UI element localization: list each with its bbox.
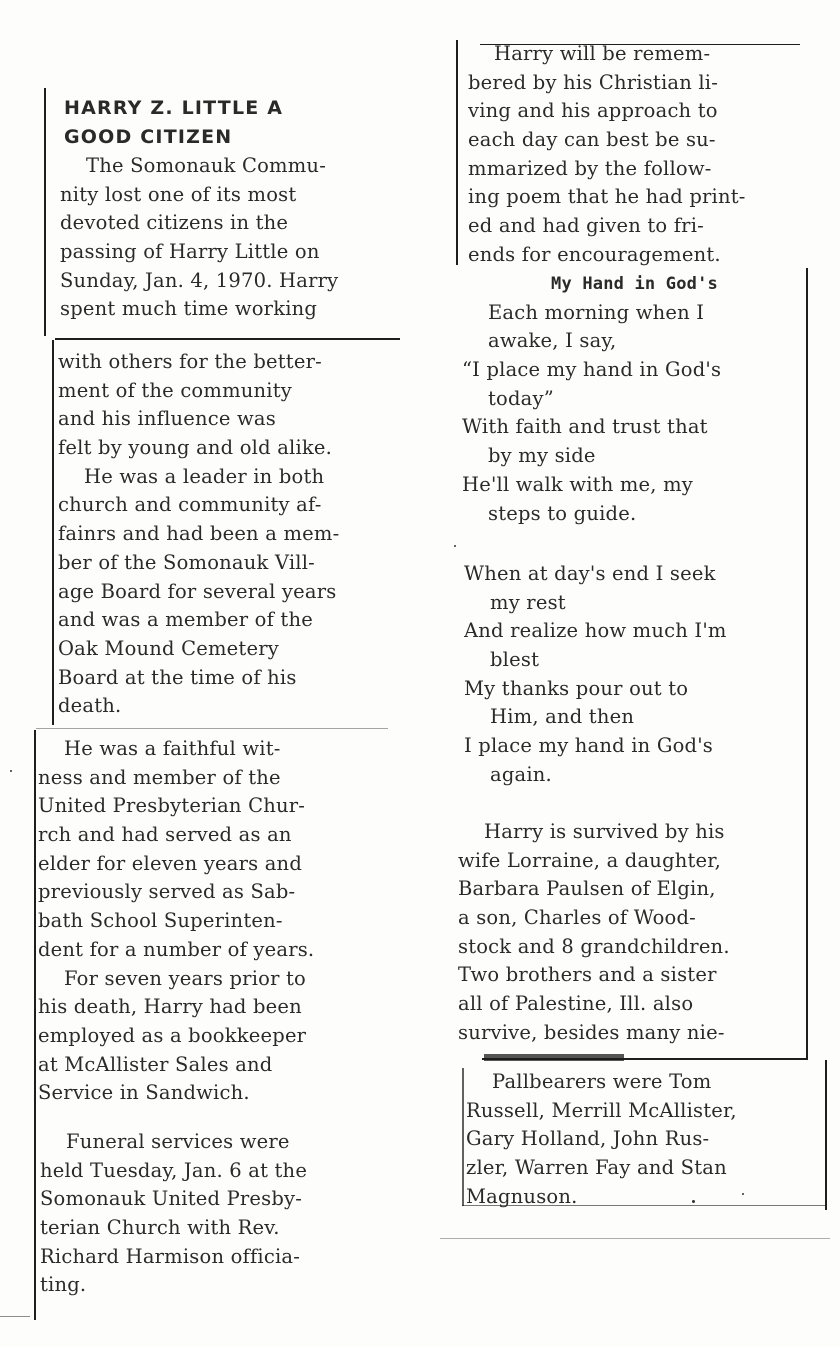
poem-line: When at day's end I seek [464, 562, 716, 585]
text-line: elder for eleven years and [38, 851, 303, 875]
text-line: ends for encouragement. [468, 242, 721, 266]
left-column-block-community [58, 348, 403, 721]
text-line: survive, besides many nie- [458, 1020, 725, 1044]
text-line: ving and his approach to [468, 99, 718, 123]
clip-edge-far-right [825, 1060, 827, 1210]
text-line: a son, Charles of Wood- [458, 906, 696, 930]
text-line: Harry is survived by his [484, 820, 725, 843]
headline-line: HARRY Z. LITTLE A [64, 97, 284, 119]
text-line: mmarized by the follow- [468, 156, 712, 180]
poem-line: my rest [490, 590, 566, 614]
text-line: wife Lorraine, a daughter, [458, 848, 722, 872]
text-line: Service in Sandwich. [38, 1081, 250, 1105]
text-line: at McAllister Sales and [38, 1052, 273, 1076]
text-line: terian Church with Rev. [40, 1216, 280, 1240]
text-line: age Board for several years [58, 579, 337, 603]
text-line: ting. [40, 1273, 87, 1297]
text-line: church and community af- [58, 493, 322, 517]
text-line: dent for a number of years. [38, 937, 315, 961]
poem [462, 270, 807, 528]
text-line: Barbara Paulsen of Elgin, [458, 877, 716, 901]
text-line: ness and member of the [38, 765, 281, 789]
poem-line: today” [488, 386, 554, 410]
text-line: United Presbyterian Chur- [38, 794, 306, 818]
text-line: fainrs and had been a mem- [58, 522, 340, 546]
text-line: felt by young and old alike. [58, 436, 333, 460]
text-line: ed and had given to fri- [468, 214, 704, 238]
left-column-block-church [38, 735, 393, 1108]
right-column-block-pallbearers [466, 1068, 811, 1211]
text-line: Somonauk United Presby- [40, 1187, 303, 1211]
clip-edge-left-bottom [34, 730, 36, 1320]
text-line: For seven years prior to [64, 966, 306, 990]
clip-edge-mid-top [55, 338, 400, 340]
poem-line: by my side [488, 444, 596, 468]
ink-speck [10, 770, 12, 772]
clip-edge-right-top [456, 40, 458, 265]
text-line: and his influence was [58, 407, 276, 431]
text-line: nity lost one of its most [60, 182, 297, 206]
text-line: zler, Warren Fay and Stan [466, 1156, 727, 1180]
text-line: Harry will be remem- [494, 42, 711, 65]
text-line: employed as a bookkeeper [38, 1023, 307, 1047]
text-line: and was a member of the [58, 608, 313, 632]
poem-stanza-two [464, 560, 809, 790]
text-line: devoted citizens in the [60, 211, 289, 235]
text-line: death. [58, 694, 122, 718]
clip-edge-mid-bottom [36, 728, 388, 729]
text-line: Two brothers and a sister [458, 963, 717, 987]
poem-line: He'll walk with me, my [462, 472, 694, 496]
poem-line: blest [490, 648, 540, 672]
ink-smudge [484, 1054, 624, 1061]
clip-edge-base-right [440, 1238, 830, 1239]
poem-line: steps to guide. [488, 501, 637, 525]
text-line: ment of the community [58, 378, 292, 402]
right-column-block-remembered [468, 40, 813, 270]
text-line: Board at the time of his [58, 665, 297, 689]
clip-edge-base-left [0, 1316, 30, 1317]
poem-line: Him, and then [490, 705, 635, 729]
text-line: Richard Harmison officia- [40, 1244, 300, 1268]
right-column-block-survivors [458, 818, 803, 1048]
poem-line: Each morning when I [488, 300, 705, 324]
text-line: Pallbearers were Tom [492, 1070, 712, 1093]
text-line: Sunday, Jan. 4, 1970. Harry [60, 268, 339, 292]
text-line: each day can best be su- [468, 128, 716, 152]
text-line: spent much time working [60, 297, 318, 321]
text-line: He was a leader in both [84, 464, 325, 488]
ink-speck [454, 545, 456, 547]
clip-edge-left-middle [52, 340, 54, 725]
poem-line: I place my hand in God's [464, 734, 713, 758]
text-line: held Tuesday, Jan. 6 at the [40, 1158, 308, 1182]
text-line: passing of Harry Little on [60, 240, 320, 264]
left-column-block-intro [60, 152, 400, 324]
poem-line: “I place my hand in God's [462, 358, 722, 382]
clip-edge-left-column2 [462, 1068, 464, 1206]
headline [64, 94, 404, 151]
text-line: all of Palestine, Ill. also [458, 992, 694, 1016]
text-line: with others for the better- [58, 350, 322, 373]
text-line: He was a faithful wit- [64, 737, 281, 760]
text-line: rch and had served as an [38, 823, 292, 847]
text-line: ing poem that he had print- [468, 185, 746, 209]
poem-line: And realize how much I'm [464, 619, 727, 643]
poem-title: My Hand in God's [551, 274, 718, 294]
text-line: his death, Harry had been [38, 995, 302, 1019]
poem-line: again. [490, 762, 552, 786]
text-line: ber of the Somonauk Vill- [58, 550, 315, 574]
text-line: bath School Superinten- [38, 909, 283, 933]
text-line: Gary Holland, John Rus- [466, 1127, 710, 1151]
headline-line: GOOD CITIZEN [64, 125, 233, 148]
clip-edge-left-top [44, 88, 46, 336]
text-line: Magnuson. [466, 1184, 578, 1208]
poem-line: awake, I say, [488, 329, 617, 353]
text-line: The Somonauk Commu- [86, 154, 326, 177]
left-column-block-funeral [40, 1128, 385, 1300]
text-line: previously served as Sab- [38, 880, 296, 904]
poem-line: With faith and trust that [462, 415, 708, 439]
text-line: Funeral services were [66, 1130, 290, 1153]
text-line: Oak Mound Cemetery [58, 636, 279, 660]
text-line: Russell, Merrill McAllister, [466, 1098, 737, 1122]
text-line: stock and 8 grandchildren. [458, 934, 730, 958]
text-line: bered by his Christian li- [468, 70, 719, 94]
poem-line: My thanks pour out to [464, 676, 689, 700]
